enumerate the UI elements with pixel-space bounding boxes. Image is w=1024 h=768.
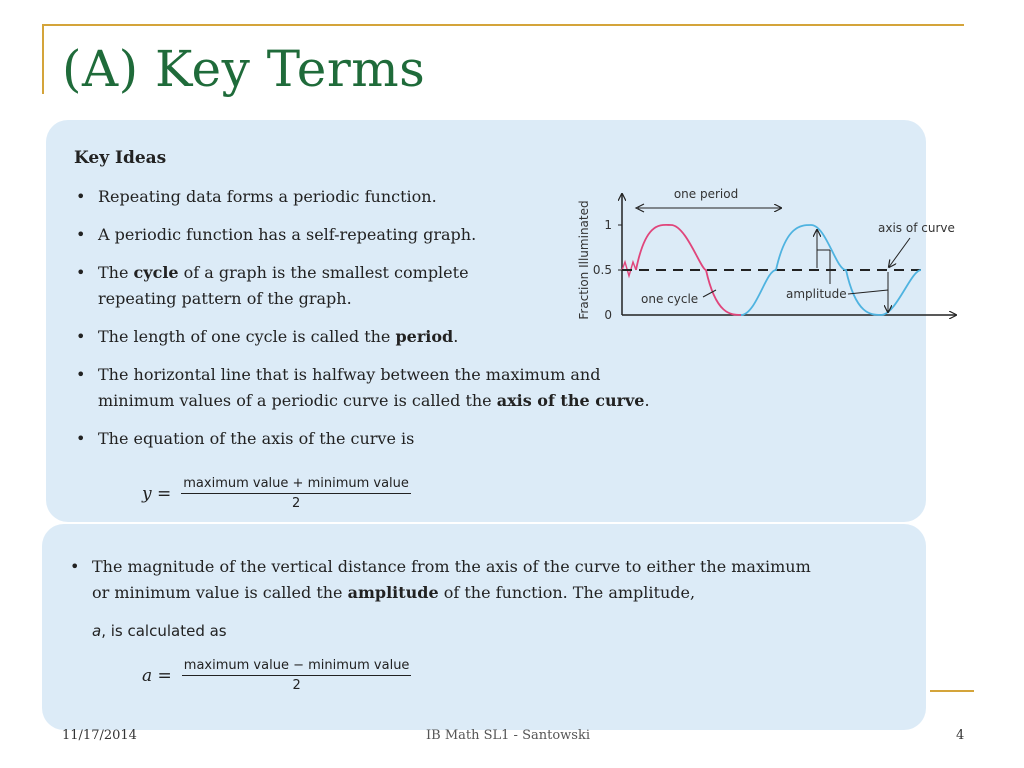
- label-axis-of-curve: axis of curve: [878, 221, 955, 235]
- bold-term: axis of the curve: [496, 391, 645, 410]
- amplitude-equation-denominator: 2: [292, 678, 301, 693]
- label-one-cycle: one cycle: [641, 292, 699, 306]
- amplitude-calc-text: , is calculated as: [101, 622, 227, 640]
- right-accent-line: [930, 690, 974, 692]
- text-run: The: [98, 263, 134, 282]
- key-ideas-heading: Key Ideas: [74, 148, 167, 168]
- key-idea-item: • The equation of the axis of the curve is: [76, 429, 415, 448]
- amplitude-equation-numerator: maximum value − minimum value: [182, 658, 412, 676]
- text-run: The equation of the axis of the curve is: [98, 429, 415, 448]
- text-run: .: [453, 327, 459, 346]
- text-run: of the function. The amplitude,: [438, 583, 696, 602]
- amplitude-variable: a: [92, 622, 102, 640]
- slide-title: (A) Key Terms: [62, 40, 426, 98]
- top-accent-line: [42, 24, 964, 26]
- text-run: A periodic function has a self-repeating graph.: [98, 225, 477, 244]
- key-idea-item: • The length of one cycle is called the period.: [76, 327, 459, 346]
- text-run: .: [644, 391, 650, 410]
- key-idea-text: [98, 327, 458, 346]
- bold-term: period: [395, 327, 454, 346]
- amplitude-item: • The magnitude of the vertical distance from the axis of the curve to either the maximum or minimum value is called the amplitude of the function. The amplitude,: [70, 557, 811, 602]
- amplitude-equation-fraction: [182, 658, 412, 693]
- left-accent-line: [42, 24, 44, 94]
- y-tick-1: 1: [604, 218, 612, 232]
- key-idea-item: • A periodic function has a self-repeating graph.: [76, 225, 477, 244]
- axis-equation-numerator: maximum value + minimum value: [181, 476, 411, 494]
- footer-page-number: 4: [956, 728, 965, 743]
- text-run: The length of one cycle is called the: [98, 327, 396, 346]
- footer-date: 11/17/2014: [62, 728, 137, 743]
- graph-y-axis-label: Fraction Illuminated: [577, 200, 591, 320]
- bold-term: cycle: [133, 263, 179, 282]
- axis-equation-lhs: y =: [142, 483, 172, 504]
- text-run: The magnitude of the vertical distance from the axis of the curve to either the maximum or minimum value is called the: [92, 557, 811, 602]
- axis-of-curve-pointer: [889, 238, 910, 267]
- amplitude-equation: [142, 658, 411, 693]
- label-amplitude: amplitude: [786, 287, 847, 301]
- text-run: The horizontal line that is halfway between the maximum and minimum values of a periodic curve is called the: [98, 365, 601, 410]
- key-idea-text: [98, 225, 476, 244]
- amplitude-calc-line: [92, 622, 227, 640]
- axis-equation: [142, 476, 411, 511]
- amplitude-list: [68, 554, 828, 618]
- periodic-function-graph: [526, 180, 955, 330]
- y-tick-0-5: 0.5: [592, 263, 612, 277]
- amplitude-pointer: [848, 290, 888, 294]
- axis-equation-denominator: 2: [291, 496, 301, 511]
- key-ideas-panel: [46, 120, 955, 522]
- bold-term: amplitude: [347, 583, 439, 602]
- key-idea-item: • The cycle of a graph is the smallest complete repeating pattern of the graph.: [76, 263, 469, 308]
- key-idea-text: [98, 187, 437, 206]
- amplitude-text: [92, 557, 811, 602]
- key-idea-text: [98, 263, 469, 308]
- footer-course: IB Math SL1 - Santowski: [426, 728, 590, 743]
- key-idea-item: • The horizontal line that is halfway between the maximum and minimum values of a periodic curve is called the axis of the curve.: [76, 365, 650, 410]
- y-tick-0: 0: [604, 308, 612, 322]
- key-idea-item: • Repeating data forms a periodic function.: [76, 187, 437, 206]
- amplitude-panel: [42, 524, 926, 730]
- amplitude-equation-lhs: a =: [142, 665, 172, 686]
- text-run: of a graph is the smallest complete repeating pattern of the graph.: [98, 263, 469, 308]
- label-one-period: one period: [673, 187, 739, 201]
- key-idea-text: [98, 365, 650, 410]
- text-run: Repeating data forms a periodic function.: [98, 187, 437, 206]
- axis-equation-fraction: [181, 476, 411, 511]
- key-idea-text: [98, 429, 414, 448]
